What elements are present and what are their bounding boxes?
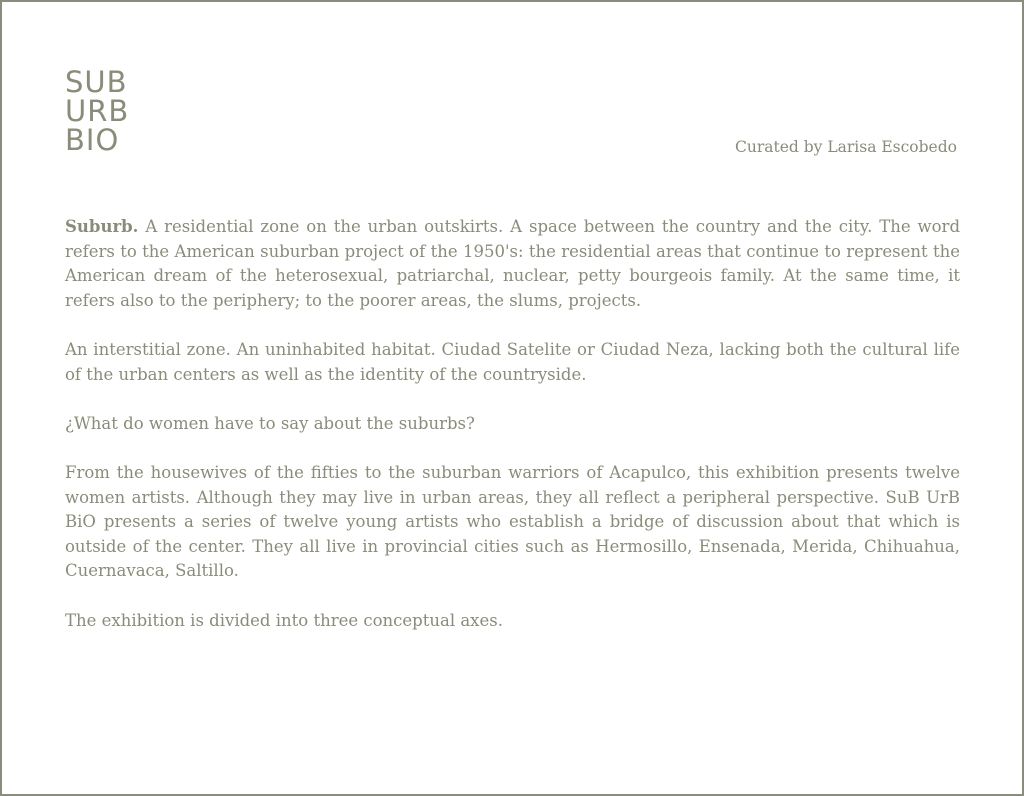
suburb-definition-text: A residential zone on the urban outskirts. A space between the country and the city. The word refers to the American suburban project of the 1950's: the residential areas that continue to represent the American dream of the heterosexual, patriarchal, nuclear, petty bourgeois family. At the same time, it refers also to the periphery; to the poorer areas, the slums, projects. — [65, 217, 960, 310]
logo-line-1: SUB — [65, 65, 128, 99]
paragraph-interstitial-zone: An interstitial zone. An uninhabited habitat. Ciudad Satelite or Ciudad Neza, lacking both the cultural life of the urban centers as well as the identity of the countryside. — [65, 339, 960, 384]
logo-line-2: URB — [65, 94, 130, 128]
exhibition-logo — [65, 65, 130, 157]
suburb-term: Suburb. — [65, 217, 139, 236]
logo-line-3: BIO — [65, 123, 120, 157]
exhibition-text — [65, 215, 960, 658]
paragraph-exhibition-description: From the housewives of the fifties to the suburban warriors of Acapulco, this exhibition presents twelve women artists. Although they may live in urban areas, they all reflect a peripheral perspective. SuB UrB BiO presents a series of twelve young artists who establish a bridge of discussion about that which is outside of the center. They all live in provincial cities such as Hermosillo, Ensenada, Merida, Chihuahua, Cuernavaca, Saltillo. — [65, 462, 960, 581]
paragraph-question: ¿What do women have to say about the suburbs? — [65, 413, 475, 433]
paragraph-conceptual-axes: The exhibition is divided into three conceptual axes. — [65, 610, 503, 630]
curator-credit: Curated by Larisa Escobedo — [734, 138, 957, 156]
paragraph-suburb-definition — [65, 215, 960, 313]
